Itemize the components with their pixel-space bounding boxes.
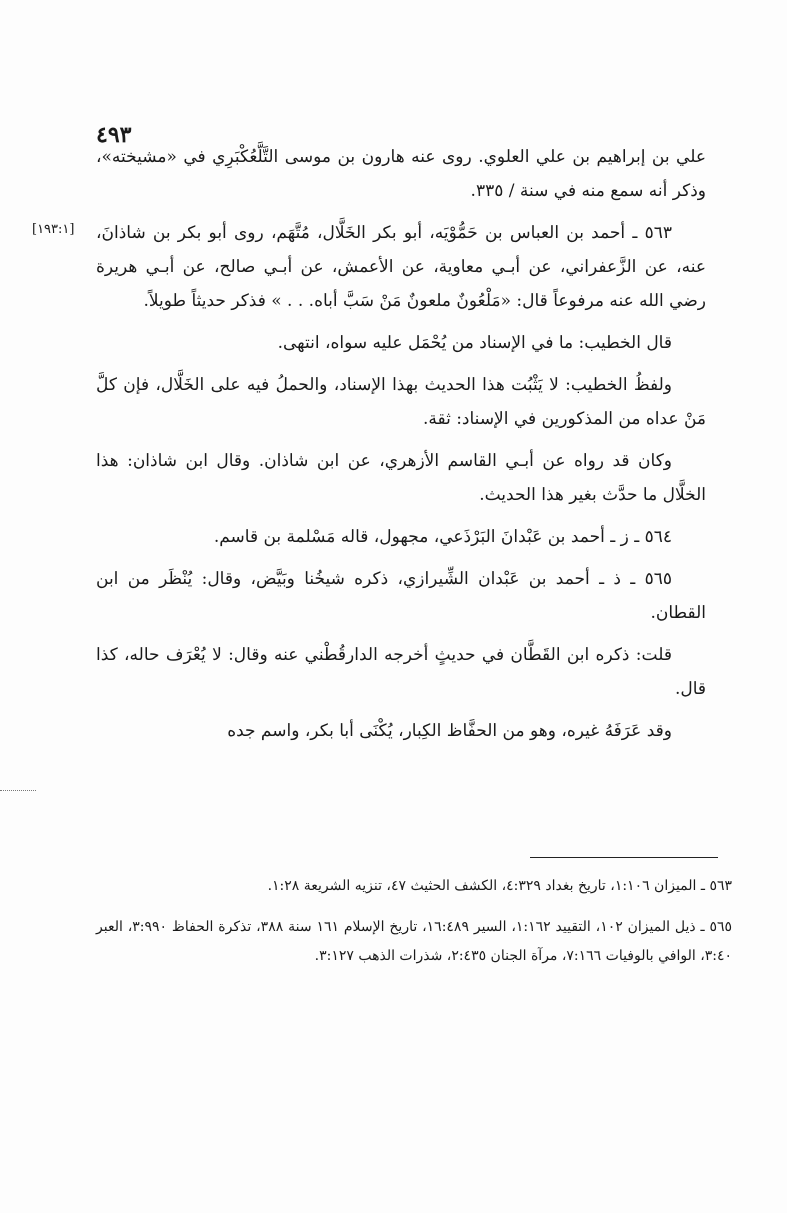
footnote-separator [530,857,718,858]
khatib-wording: ولفظُ الخطيب: لا يَثْبُت هذا الحديث بهذا الإسناد، والحملُ فيه على الخَلَّال، فإن كلَّ مَنْ عداه من المذكورين في الإسناد: ثقة. [96,375,706,429]
footnotes [96,872,732,983]
author-comment: قلت: ذكره ابن القَطَّان في حديثٍ أخرجه الدارقُطْني عنه وقال: لا يُعْرَف حاله، كذا قال. [96,645,706,699]
azhari-narration: وكان قد رواه عن أبـي القاسم الأزهري، عن ابن شاذان. وقال ابن شاذان: هذا الخلَّال ما حدَّث بغير هذا الحديث. [96,451,706,505]
main-text-body [96,140,706,756]
page-number: ٤٩٣ [96,122,132,148]
entry-564: ٥٦٤ ـ ز ـ أحمد بن عَبْدانَ البَرْذَعي، مجهول، قاله مَسْلمة بن قاسم. [213,527,672,547]
entry-563: ٥٦٣ ـ أحمد بن العباس بن حَمُّوْيَه، أبو بكر الخَلَّال، مُتَّهَم، روى أبو بكر بن شاذانَ، عنه، عن الزَّعفراني، عن أبـي معاوية، عن الأعمش، عن أبـي صالح، عن أبـي هريرة رضي الله عنه مرفوعاً قال: «مَلْعُونٌ ملعونٌ مَنْ سَبَّ أباه. . . » فذكر حديثاً طويلاً. [96,223,706,311]
volume-page-reference: [١٩٣:١] [32,222,75,237]
closing-line: وقد عَرَفَهُ غيره، وهو من الحفَّاظ الكِبار، يُكْنَى أبا بكر، واسم جده [227,721,672,741]
entry-565: ٥٦٥ ـ ذ ـ أحمد بن عَبْدان الشِّيرازي، ذكره شيخُنا وبَيَّض، وقال: يُنْظَر من ابن القطان. [96,569,706,623]
paragraph-continuation: علي بن إبراهيم بن علي العلوي. روى عنه هارون بن موسى التَّلَّعُكْبَرِي في «مشيخته»، وذكر أنه سمع منه في سنة / ٣٣٥. [96,147,706,201]
footnote-565: ٥٦٥ ـ ذيل الميزان ١٠٢، التقييد ١:١٦٢، السير ١٦:٤٨٩، تاريخ الإسلام ١٦١ سنة ٣٨٨، تذكرة الحفاظ ٣:٩٩٠، العبر ٣:٤٠، الوافي بالوفيات ٧:١٦٦، مرآة الجنان ٢:٤٣٥، شذرات الذهب ٣:١٢٧. [96,919,733,964]
margin-dotted-line [0,790,36,791]
footnote-563: ٥٦٣ ـ الميزان ١:١٠٦، تاريخ بغداد ٤:٣٢٩، الكشف الحثيث ٤٧، تنزيه الشريعة ١:٢٨. [267,878,732,894]
khatib-quote: قال الخطيب: ما في الإسناد من يُحْمَل عليه سواه، انتهى. [277,333,672,353]
